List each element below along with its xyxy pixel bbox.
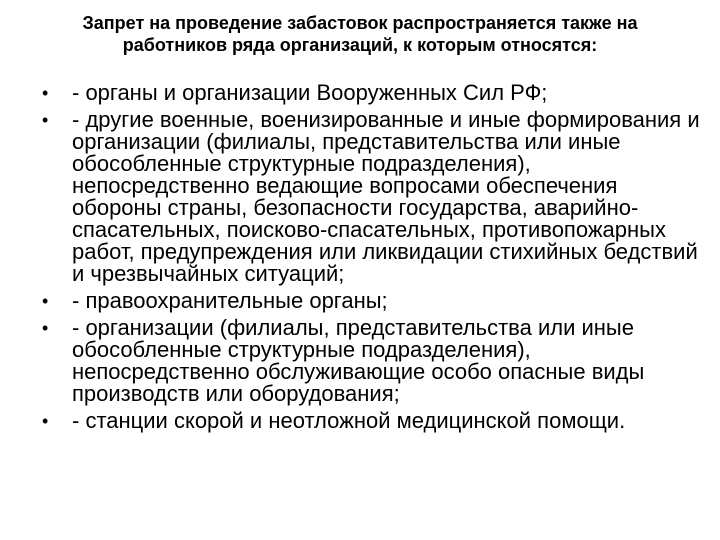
list-item-text: - правоохранительные органы;: [72, 288, 388, 313]
bullet-icon: •: [42, 411, 49, 431]
list-item-text: - организации (филиалы, представительства или иные обособленные структурные подразделения), непосредственно обслуживающие особо опасные виды производств или оборудования;: [72, 315, 645, 406]
bullet-icon: •: [42, 83, 49, 103]
bullet-icon: •: [42, 318, 49, 338]
list-item-text: - органы и организации Вооруженных Сил РФ;: [72, 80, 548, 105]
list-item-text: - другие военные, военизированные и иные формирования и организации (филиалы, представительства или иные обособленные структурные подразделения), непосредственно ведающие вопросами обеспечения обороны страны, безопасности государства, аварийно-спасательных, поисково-спасательных, противопожарных работ, предупреждения или ликвидации стихийных бедствий и чрезвычайных ситуаций;: [72, 107, 700, 286]
list-item-text: - станции скорой и неотложной медицинской помощи.: [72, 408, 626, 433]
list-item: [42, 290, 702, 312]
list-item: [42, 410, 702, 432]
list-item: [42, 109, 702, 285]
list-item: [42, 317, 702, 405]
bullet-icon: •: [42, 110, 49, 130]
bullet-list: [42, 82, 702, 437]
slide-title: Запрет на проведение забастовок распространяется также на работников ряда организаций, к которым относятся:: [82, 13, 638, 55]
list-item: [42, 82, 702, 104]
bullet-icon: •: [42, 291, 49, 311]
